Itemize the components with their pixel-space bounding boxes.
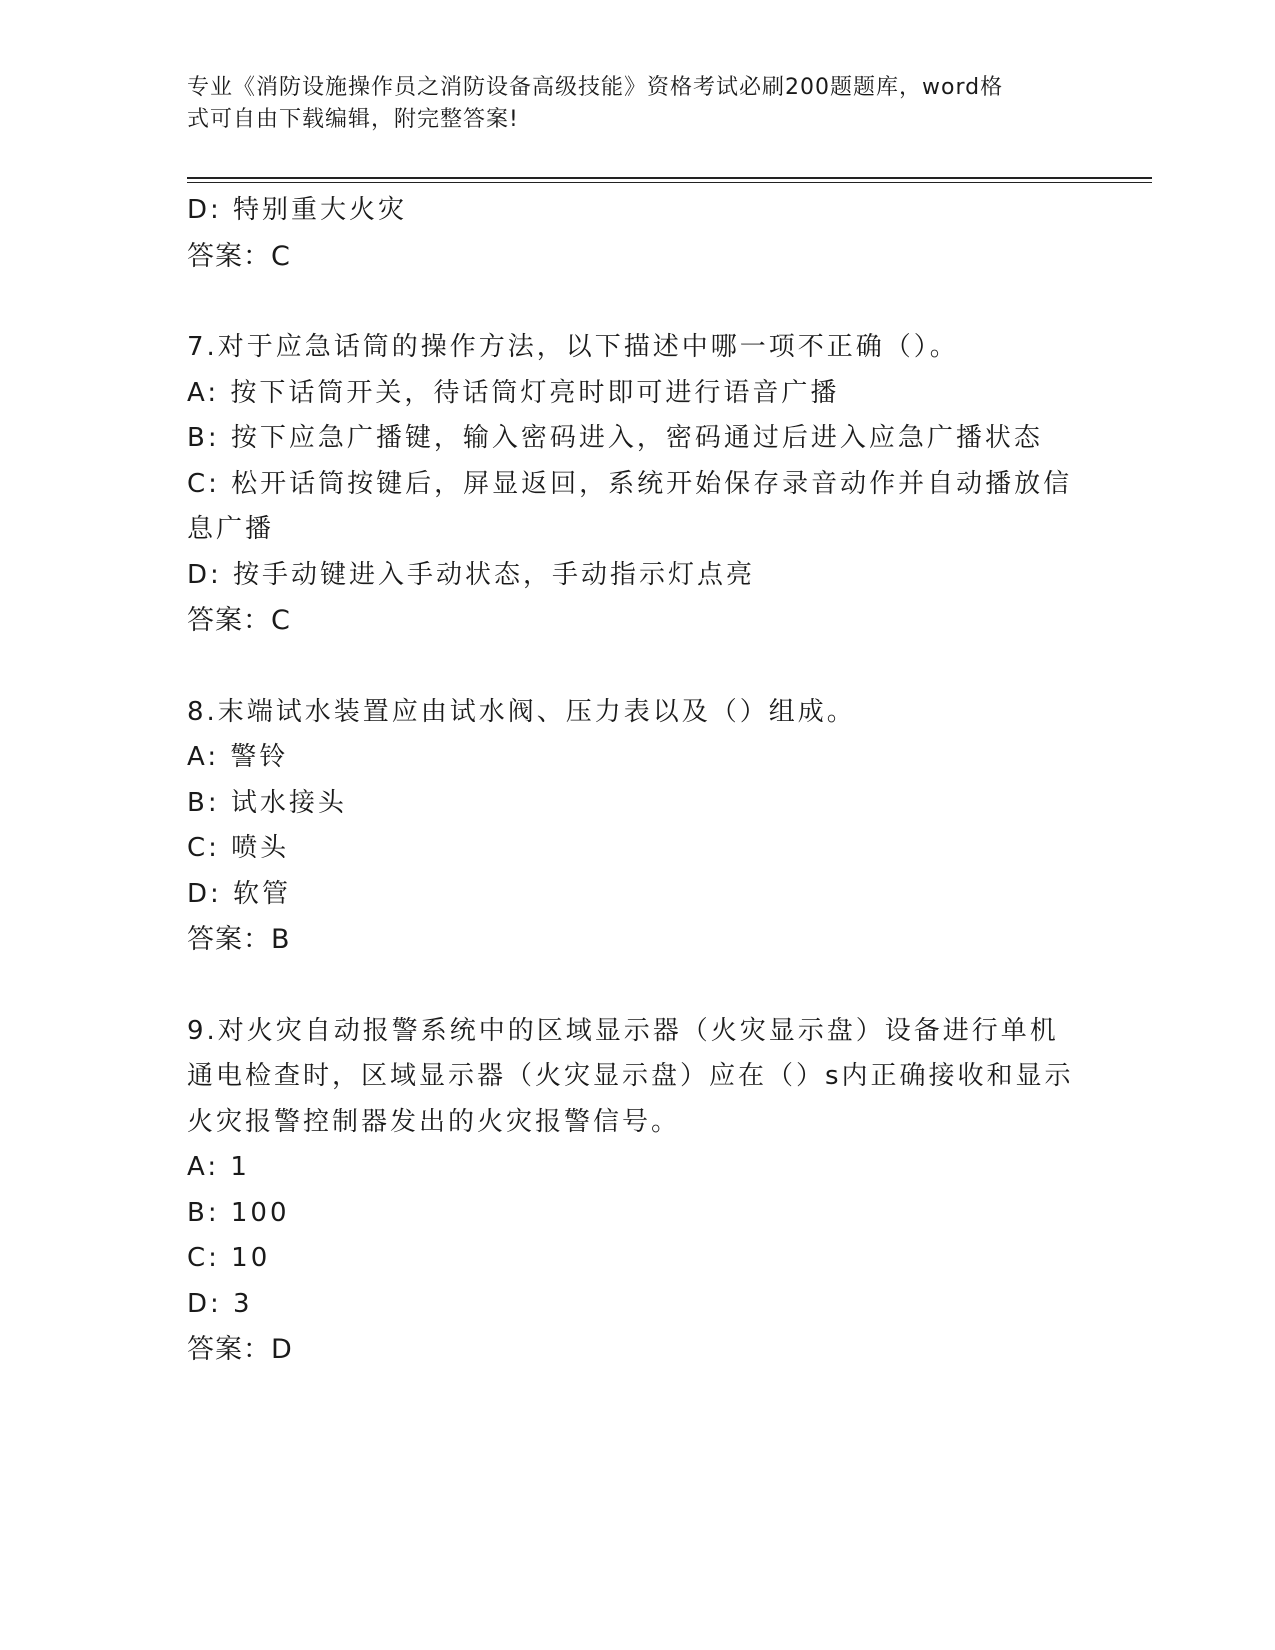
answer-line: 答案：B [187, 924, 291, 955]
question-text: 8.末端试水装置应由试水阀、压力表以及（）组成。 [187, 696, 856, 727]
spacer [187, 963, 1087, 1009]
question-block-8 [187, 690, 1087, 963]
option-d: D: 3 [187, 1288, 253, 1319]
header-divider-thick [187, 177, 1152, 179]
question-text: 7.对于应急话筒的操作方法，以下描述中哪一项不正确（）。 [187, 332, 959, 362]
option-b: B: 按下应急广播键，输入密码进入，密码通过后进入应急广播状态 [187, 423, 1043, 453]
option-b: B: 100 [187, 1197, 290, 1228]
header-line-1: 专业《消防设施操作员之消防设备高级技能》资格考试必刷200题题库，word格 [187, 75, 1004, 100]
answer-line: 答案：C [187, 240, 291, 272]
option-d: D: 特别重大火灾 [187, 195, 408, 225]
option-c: C: 松开话筒按键后，屏显返回，系统开始保存录音动作并自动播放信 [187, 468, 1073, 499]
option-b: B: 试水接头 [187, 787, 347, 818]
option-c: C: 10 [187, 1243, 271, 1273]
question-text-continued: 火灾报警控制器发出的火灾报警信号。 [187, 1106, 681, 1137]
option-a: A: 按下话筒开关，待话筒灯亮时即可进行语音广播 [187, 377, 840, 408]
header-divider-thin [187, 182, 1152, 183]
option-c: C: 喷头 [187, 833, 290, 863]
question-block-6 [187, 188, 1087, 279]
option-a: A: 1 [187, 1152, 250, 1182]
question-block-9 [187, 1009, 1087, 1373]
answer-line: 答案：D [187, 1334, 293, 1365]
option-d: D: 软管 [187, 878, 292, 909]
option-d: D: 按手动键进入手动状态，手动指示灯点亮 [187, 559, 756, 590]
spacer [187, 644, 1087, 690]
question-text: 9.对火灾自动报警系统中的区域显示器（火灾显示盘）设备进行单机 [187, 1015, 1059, 1046]
question-list [187, 188, 1087, 1373]
question-text-continued: 通电检查时，区域显示器（火灾显示盘）应在（）s内正确接收和显示 [187, 1061, 1074, 1091]
option-a: A: 警铃 [187, 742, 289, 772]
option-c-continued: 息广播 [187, 514, 275, 544]
header-line-2: 式可自由下载编辑，附完整答案! [187, 107, 519, 132]
document-header [187, 72, 1067, 136]
spacer [187, 279, 1087, 325]
question-block-7 [187, 325, 1087, 644]
answer-line: 答案：C [187, 605, 291, 636]
